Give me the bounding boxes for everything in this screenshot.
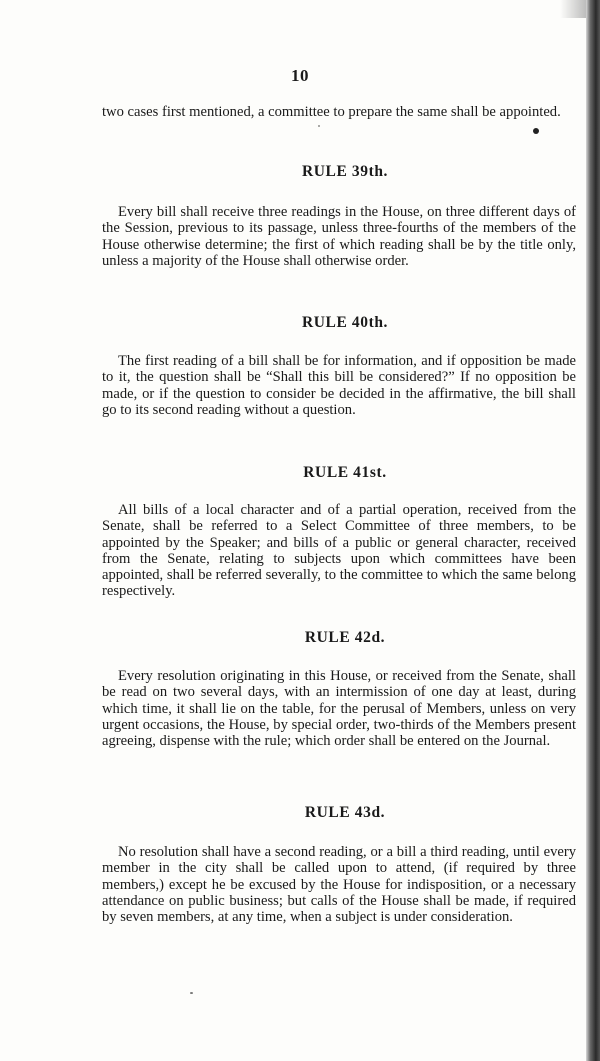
continuation-paragraph: two cases first mentioned, a committee to prepare the same shall be appointed. bbox=[102, 104, 561, 120]
page-binding-edge bbox=[586, 0, 600, 1061]
rule-43-heading: RULE 43d. bbox=[304, 804, 386, 821]
rule-39-heading: RULE 39th. bbox=[301, 163, 389, 180]
ink-speck bbox=[190, 992, 193, 994]
page-number: 10 bbox=[291, 66, 309, 85]
rule-39-text: Every bill shall receive three readings in the House, on three different days of the Session, previous to its passage, unless three-fourths of the members of the House otherwise determine; the first of which reading shall be by the title only, unless a majority of the House shall otherwise order. bbox=[102, 204, 576, 269]
ink-speck bbox=[318, 125, 320, 127]
rule-42-text: Every resolution originating in this House, or received from the Senate, shall be read on two several days, with an intermission of one day at least, during which time, it shall lie on the table, for the perusal of Members, unless on very urgent occasions, the House, by special order, two-thirds of the Members present agreeing, dispense with the rule; which order shall be entered on the Journal. bbox=[102, 668, 576, 749]
rule-41-heading: RULE 41st. bbox=[303, 464, 387, 481]
rule-43-text: No resolution shall have a second reading, or a bill a third reading, until every member in the city shall be called upon to attend, (if required by three members,) except he be excused by the House for indisposition, or a necessary attendance on public business; but calls of the House shall be made, if required by seven members, at any time, when a subject is under consideration. bbox=[102, 844, 576, 925]
rule-41-text: All bills of a local character and of a partial operation, received from the Senate, shall be referred to a Select Committee of three members, to be appointed by the Speaker; and bills of a public or general character, received from the Senate, relating to subjects upon which committees have been appointed, shall be referred severally, to the committee to which the same belong respectively. bbox=[102, 502, 576, 600]
rule-42-heading: RULE 42d. bbox=[304, 629, 386, 646]
ink-speck bbox=[533, 128, 539, 134]
rule-40-text: The first reading of a bill shall be for information, and if opposition be made to it, the question shall be “Shall this bill be considered?” If no opposition be made, or if the question to consider be decided in the affirmative, the bill shall go to its second reading without a question. bbox=[102, 353, 576, 418]
rule-40-heading: RULE 40th. bbox=[301, 314, 389, 331]
